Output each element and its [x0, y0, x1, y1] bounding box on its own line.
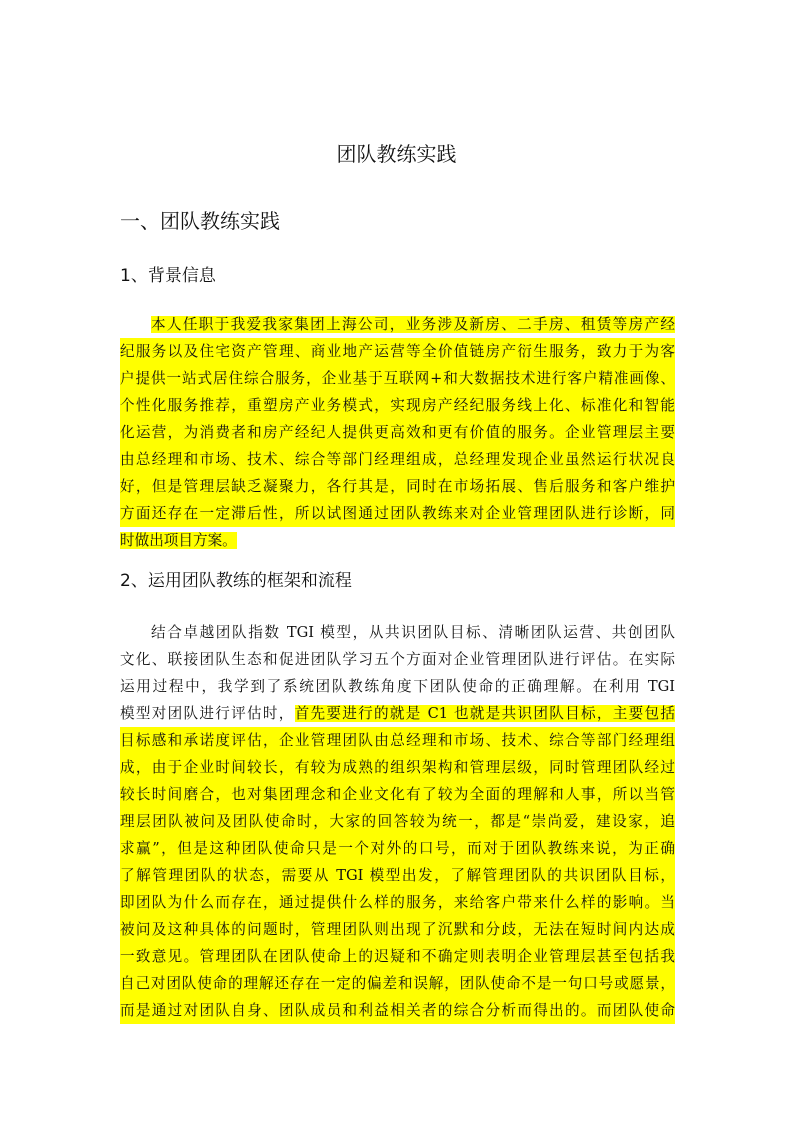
line-highlight-segment: 首先要进行的就是 C1 也就是共识团队目标，主要包括 [294, 705, 675, 722]
paragraph-line: 理层团队被问及团队使命时，大家的回答较为统一，都是“崇尚爱，建设家，追 [120, 808, 675, 835]
paragraph-line: 好，但是管理层缺乏凝聚力，各行其是，同时在市场拓展、售后服务和客户维护 [120, 473, 675, 500]
paragraph-line: 自己对团队使命的理解还存在一定的偏差和误解，团队使命不是一句口号或愿景， [120, 970, 675, 997]
paragraph-line: 方面还存在一定滞后性，所以试图通过团队教练来对企业管理团队进行诊断，同 [120, 500, 675, 527]
paragraph-line: 成，由于企业时间较长，有较为成熟的组织架构和管理层级，同时管理团队经过 [120, 754, 675, 781]
paragraph-line: 而是通过对团队自身、团队成员和利益相关者的综合分析而得出的。而团队使命 [120, 997, 675, 1024]
paragraph-line: 目标感和承诺度评估，企业管理团队由总经理和市场、技术、综合等部门经理组 [120, 727, 675, 754]
document-title: 团队教练实践 [336, 142, 457, 166]
paragraph-line: 本人任职于我爱我家集团上海公司，业务涉及新房、二手房、租赁等房产经 [151, 316, 675, 333]
paragraph-line: 化运营，为消费者和房产经纪人提供更高效和更有价值的服务。企业管理层主要 [120, 419, 675, 446]
paragraph-line: 由总经理和市场、技术、综合等部门经理组成，总经理发现企业虽然运行状况良 [120, 446, 675, 473]
paragraph-line: 了解管理团队的状态，需要从 TGI 模型出发，了解管理团队的共识团队目标， [120, 862, 675, 889]
paragraph-line: 被问及这种具体的问题时，管理团队则出现了沉默和分歧，无法在短时间内达成 [120, 916, 675, 943]
paragraph-line: 文化、联接团队生态和促进团队学习五个方面对企业管理团队进行评估。在实际 [120, 651, 675, 668]
paragraph-line: 户提供一站式居住综合服务，企业基于互联网+和大数据技术进行客户精准画像、 [120, 365, 675, 392]
line-plain-segment: 模型对团队进行评估时， [120, 705, 295, 722]
paragraph-line: 即团队为什么而存在，通过提供什么样的服务，来给客户带来什么样的影响。当 [120, 889, 675, 916]
paragraph-line: 运用过程中，我学到了系统团队教练角度下团队使命的正确理解。在利用 TGI [120, 678, 675, 695]
section-2-heading: 2、运用团队教练的框架和流程 [120, 571, 352, 591]
paragraph-line: 较长时间磨合，也对集团理念和企业文化有了较为全面的理解和人事，所以当管 [120, 781, 675, 808]
section-1-heading: 1、背景信息 [120, 266, 216, 286]
paragraph-line: 求赢”，但是这种团队使命只是一个对外的口号，而对于团队教练来说，为正确 [120, 835, 675, 862]
heading-level-1: 一、团队教练实践 [120, 209, 280, 233]
paragraph-line: 一致意见。管理团队在团队使命上的迟疑和不确定则表明企业管理层甚至包括我 [120, 943, 675, 970]
paragraph-line: 结合卓越团队指数 TGI 模型，从共识团队目标、清晰团队运营、共创团队 [151, 624, 675, 641]
paragraph-line: 个性化服务推荐，重塑房产业务模式，实现房产经纪服务线上化、标准化和智能 [120, 392, 675, 419]
paragraph-line: 纪服务以及住宅资产管理、商业地产运营等全价值链房产衍生服务，致力于为客 [120, 338, 675, 365]
paragraph-line [120, 700, 675, 727]
paragraph-line: 时做出项目方案。 [120, 532, 237, 549]
